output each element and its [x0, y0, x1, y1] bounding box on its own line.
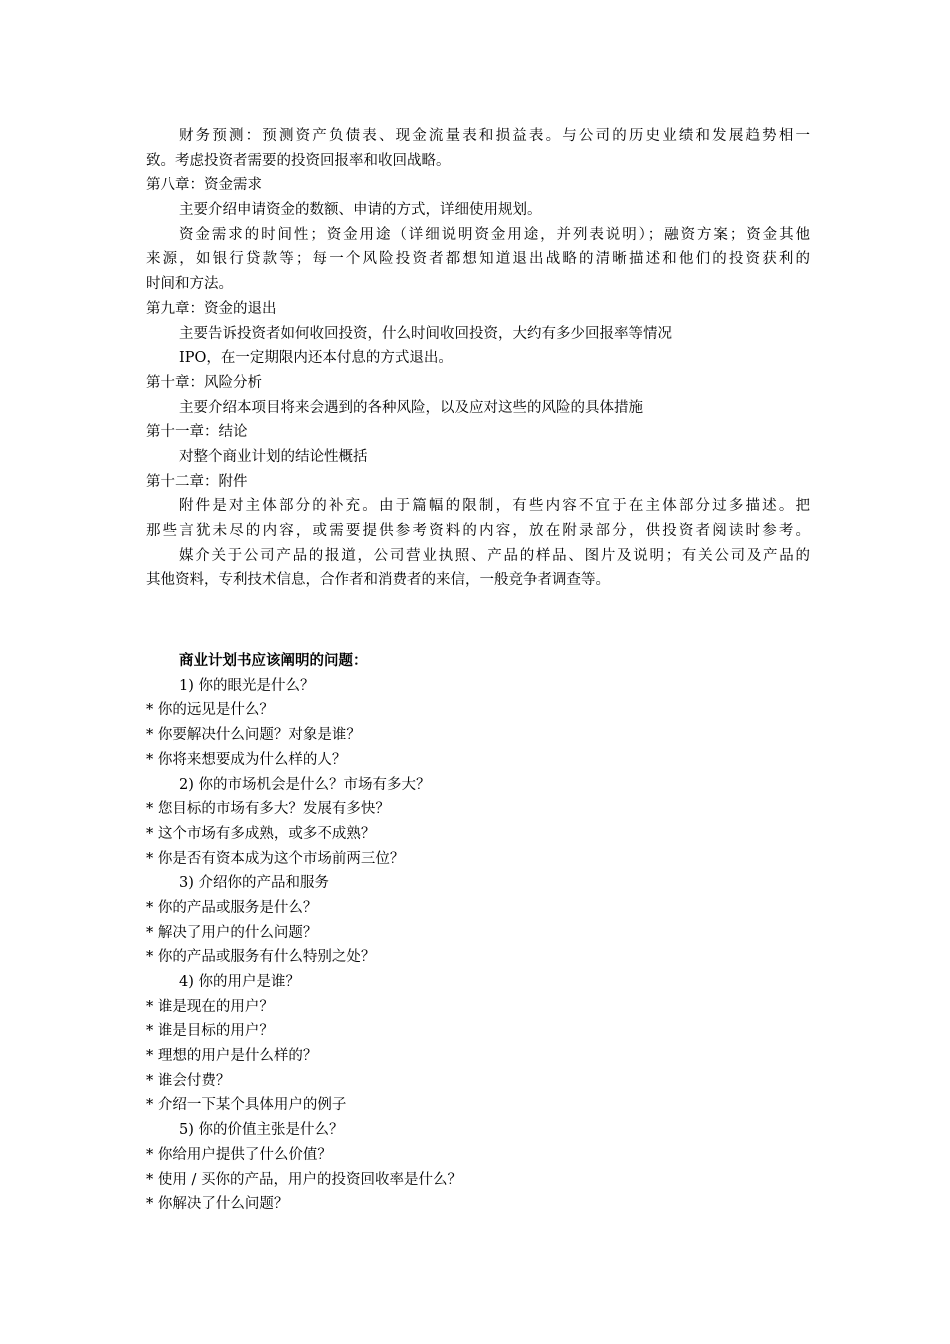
text-line: 第九章：资金的退出	[146, 300, 277, 317]
questions-heading: 商业计划书应该阐明的问题：	[179, 652, 368, 670]
text-line: * 你要解决什么问题？对象是谁？	[146, 727, 361, 744]
text-line: * 这个市场有多成熟，或多不成熟？	[146, 825, 376, 842]
text-line: 主要介绍本项目将来会遇到的各种风险，以及应对这些的风险的具体措施	[179, 399, 643, 416]
text-line: 第八章：资金需求	[146, 177, 262, 194]
text-line: * 你的产品或服务有什么特别之处？	[146, 949, 376, 966]
text-line: 资金需求的时间性；资金用途（详细说明资金用途，并列表说明）；融资方案；资金其他	[179, 226, 810, 243]
text-line: * 谁是目标的用户？	[146, 1023, 274, 1040]
text-line: * 解决了用户的什么问题？	[146, 924, 318, 941]
text-line: * 你是否有资本成为这个市场前两三位？	[146, 850, 405, 867]
text-line: * 介绍一下某个具体用户的例子	[146, 1097, 347, 1114]
document-page	[146, 124, 810, 1217]
text-line: 主要介绍申请资金的数额、申请的方式，详细使用规划。	[179, 202, 542, 219]
text-line: * 您目标的市场有多大？发展有多快？	[146, 801, 390, 818]
chapter-section	[146, 124, 810, 593]
text-line: IPO，在一定期限内还本付息的方式退出。	[179, 350, 453, 367]
text-line: 1) 你的眼光是什么？	[179, 677, 315, 694]
questions-list	[146, 674, 810, 1217]
text-line: * 使用 / 买你的产品，用户的投资回收率是什么？	[146, 1171, 462, 1188]
text-line: * 谁是现在的用户？	[146, 998, 274, 1015]
text-line: 3) 介绍你的产品和服务	[179, 875, 329, 892]
text-line: 媒介关于公司产品的报道，公司营业执照、产品的样品、图片及说明；有关公司及产品的	[179, 547, 810, 564]
text-line: * 你的远见是什么？	[146, 702, 274, 719]
text-line: 附件是对主体部分的补充。由于篇幅的限制，有些内容不宜于在主体部分过多描述。把	[179, 498, 810, 515]
text-line: * 你解决了什么问题？	[146, 1196, 289, 1213]
text-line: * 你的产品或服务是什么？	[146, 899, 318, 916]
text-line: 第十一章：结论	[146, 424, 248, 441]
section-gap	[146, 593, 810, 649]
text-line: 2) 你的市场机会是什么？市场有多大？	[179, 776, 431, 793]
text-line: 其他资料，专利技术信息，合作者和消费者的来信，一般竞争者调查等。	[146, 572, 610, 589]
text-line: * 理想的用户是什么样的？	[146, 1048, 318, 1065]
text-line: * 你给用户提供了什么价值？	[146, 1146, 332, 1163]
text-line: * 你将来想要成为什么样的人？	[146, 751, 347, 768]
text-line: 4) 你的用户是谁？	[179, 974, 300, 990]
text-line: 第十二章：附件	[146, 473, 248, 490]
text-line: 来源，如银行贷款等；每一个风险投资者都想知道退出战略的清晰描述和他们的投资获利的	[146, 251, 810, 268]
text-line: 第十章：风险分析	[146, 374, 262, 391]
text-line: 5) 你的价值主张是什么？	[179, 1122, 344, 1139]
text-line: 财务预测：预测资产负债表、现金流量表和损益表。与公司的历史业绩和发展趋势相一	[179, 128, 810, 144]
text-line: 那些言犹未尽的内容，或需要提供参考资料的内容，放在附录部分，供投资者阅读时参考。	[146, 523, 810, 539]
text-line: 对整个商业计划的结论性概括	[179, 448, 368, 465]
text-line: 致。考虑投资者需要的投资回报率和收回战略。	[146, 152, 451, 169]
text-line: 主要告诉投资者如何收回投资，什么时间收回投资，大约有多少回报率等情况	[179, 325, 672, 342]
text-line: * 谁会付费？	[146, 1072, 231, 1089]
text-line: 时间和方法。	[146, 276, 233, 293]
